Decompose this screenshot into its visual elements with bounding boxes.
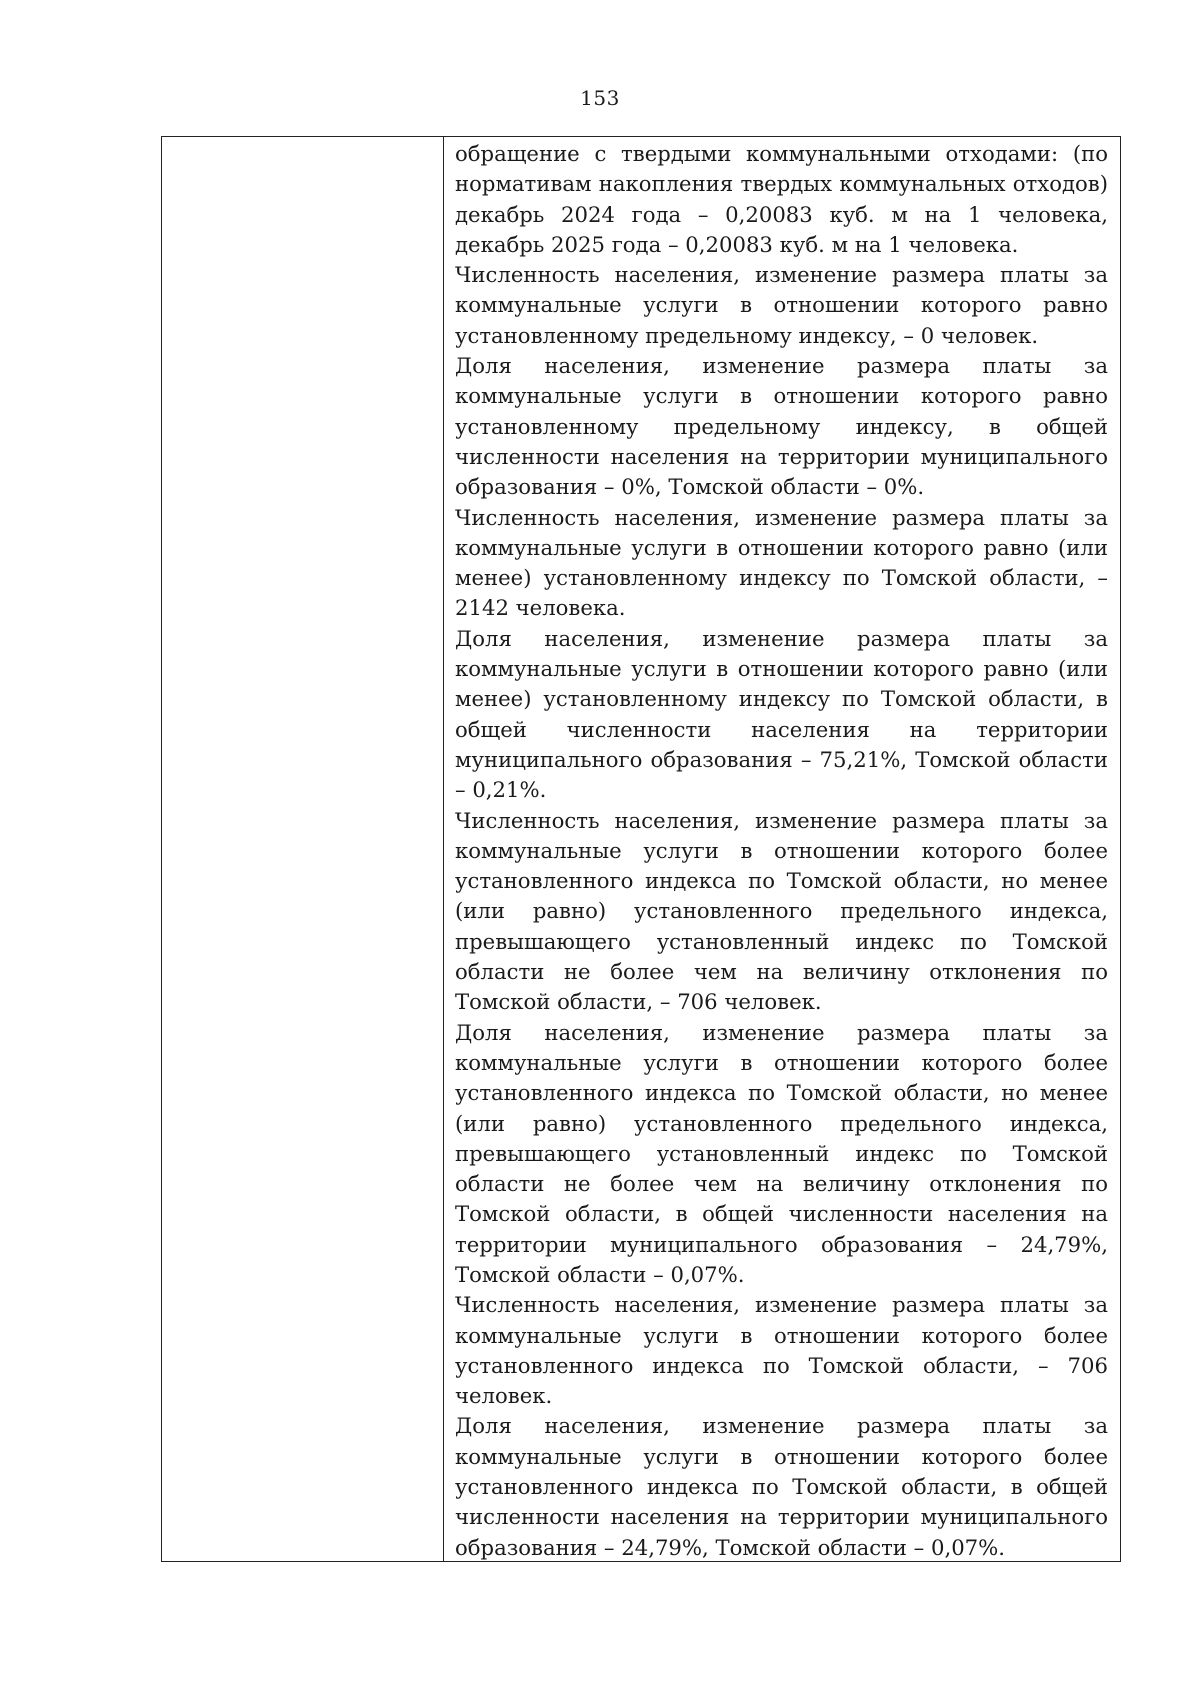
paragraph-population-equal-or-less-index: Численность населения, изменение размера платы за коммунальные услуги в отношении которого равно (или менее) установленному индексу по Томской области, – 2142 человека. [455, 504, 1108, 621]
paragraph-share-equal-or-less-index: Доля населения, изменение размера платы за коммунальные услуги в отношении которого равно (или менее) установленному индексу по Томской области, в общей численности населения на территории муниципального образования – 75,21%, Томской области – 0,21%. [455, 625, 1108, 803]
document-table [161, 136, 1121, 1562]
table-right-cell [444, 137, 1120, 1561]
paragraph-population-above-index: Численность населения, изменение размера платы за коммунальные услуги в отношении которого более установленного индекса по Томской области, – 706 человек. [455, 1292, 1108, 1409]
paragraph-waste-norms: обращение с твердыми коммунальными отходами: (по нормативам накопления твердых коммунальных отходов) декабрь 2024 года – 0,20083 куб. м на 1 человека, декабрь 2025 года – 0,20083 куб. м на 1 человека. [455, 141, 1108, 257]
paragraph-share-equal-limit: Доля населения, изменение размера платы за коммунальные услуги в отношении которого равно установленному предельному индексу, в общей численности населения на территории муниципального образования – 0%, Томской области – 0%. [455, 353, 1108, 500]
table-left-cell [162, 137, 444, 1561]
paragraph-share-above-index: Доля населения, изменение размера платы за коммунальные услуги в отношении которого более установленного индекса по Томской области, в общей численности населения на территории муниципального образования – 24,79%, Томской области – 0,07%. [455, 1413, 1108, 1560]
paragraph-population-above-index-within-deviation: Численность населения, изменение размера платы за коммунальные услуги в отношении которого более установленного индекса по Томской области, но менее (или равно) установленного предельного индекса, превышающего установленный индекс по Томской области не более чем на величину отклонения по Томской области, – 706 человек. [455, 807, 1108, 1015]
paragraph-population-equal-limit: Численность населения, изменение размера платы за коммунальные услуги в отношении которого равно установленному предельному индексу, – 0 человек. [455, 262, 1108, 348]
page-number: 153 [580, 86, 620, 110]
paragraph-share-above-index-within-deviation: Доля населения, изменение размера платы за коммунальные услуги в отношении которого более установленного индекса по Томской области, но менее (или равно) установленного предельного индекса, превышающего установленный индекс по Томской области не более чем на величину отклонения по Томской области, в общей численности населения на территории муниципального образования – 24,79%, Томской области – 0,07%. [455, 1019, 1108, 1287]
